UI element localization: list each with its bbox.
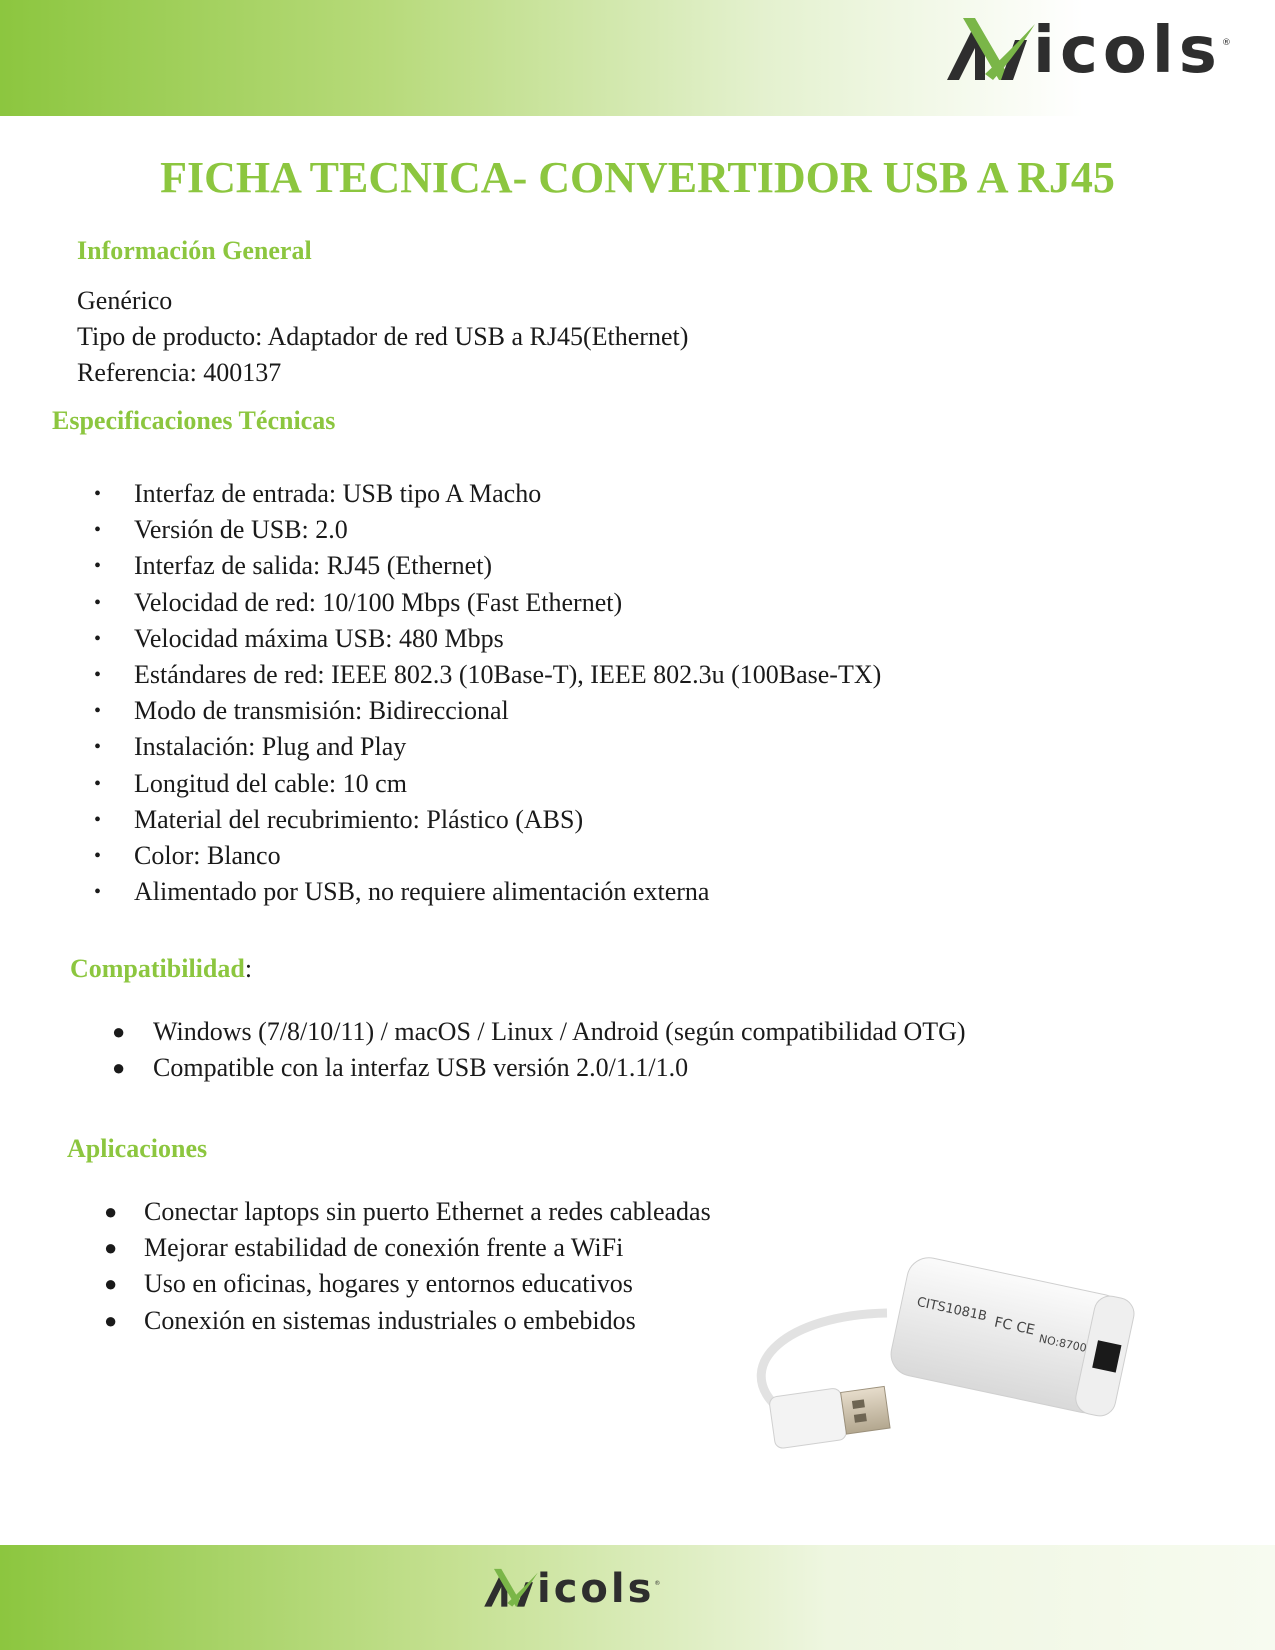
list-item: • Interfaz de entrada: USB tipo A Macho [94, 479, 542, 508]
list-item: ● Conexión en sistemas industriales o embebidos [104, 1305, 636, 1335]
logo-mark-icon [945, 14, 1037, 88]
list-item: ● Uso en oficinas, hogares y entornos educativos [104, 1269, 633, 1299]
registered-mark: ® [654, 1580, 661, 1587]
list-item: • Velocidad de red: 10/100 Mbps (Fast Ethernet) [94, 587, 623, 617]
registered-mark: ® [1221, 38, 1231, 48]
page-title: FICHA TECNICA- CONVERTIDOR USB A RJ45 [160, 153, 1115, 202]
list-item: • Alimentado por USB, no requiere alimentación externa [94, 877, 710, 907]
specs-list [94, 476, 881, 910]
general-line: Tipo de producto: Adaptador de red USB a RJ45(Ethernet) [77, 322, 689, 351]
list-item: • Longitud del cable: 10 cm [94, 768, 407, 798]
list-item: • Interfaz de salida: RJ45 (Ethernet) [94, 551, 493, 581]
list-item: ● Windows (7/8/10/11) / macOS / Linux / Android (según compatibilidad OTG) [112, 1017, 966, 1046]
product-model-label: CITS1081B [915, 1294, 989, 1325]
list-item: ● Mejorar estabilidad de conexión frente a WiFi [104, 1233, 624, 1263]
list-item: • Velocidad máxima USB: 480 Mbps [94, 623, 504, 653]
list-item: • Color: Blanco [94, 841, 281, 871]
list-item: • Modo de transmisión: Bidireccional [94, 696, 509, 726]
list-item: • Estándares de red: IEEE 802.3 (10Base-T), IEEE 802.3u (100Base-TX) [94, 660, 882, 690]
brand-logo [945, 14, 1231, 88]
list-item: • Material del recubrimiento: Plástico (ABS) [94, 804, 584, 834]
logo-mark-icon [483, 1566, 539, 1612]
general-line: Genérico [77, 286, 173, 315]
general-line: Referencia: 400137 [77, 358, 282, 387]
list-item: • Instalación: Plug and Play [94, 732, 407, 762]
list-item: • Versión de USB: 2.0 [94, 515, 348, 545]
brand-wordmark: icols [537, 1566, 655, 1612]
compat-heading: Compatibilidad: [70, 954, 253, 983]
brand-wordmark: icols [1033, 14, 1222, 88]
specs-heading: Especificaciones Técnicas [52, 406, 336, 435]
product-marks-label: FC CE [992, 1314, 1037, 1339]
list-item: ● Compatible con la interfaz USB versión 2.0/1.1/1.0 [112, 1053, 689, 1083]
list-item: ● Conectar laptops sin puerto Ethernet a redes cableadas [104, 1197, 711, 1226]
apps-list [104, 1194, 711, 1339]
apps-heading: Aplicaciones [67, 1134, 208, 1163]
footer-logo [483, 1566, 660, 1612]
general-heading: Información General [77, 236, 312, 265]
product-number-label: NO:8700 [1037, 1332, 1088, 1355]
product-image [745, 1255, 1185, 1475]
compat-list [112, 1014, 966, 1086]
general-info [77, 283, 688, 391]
